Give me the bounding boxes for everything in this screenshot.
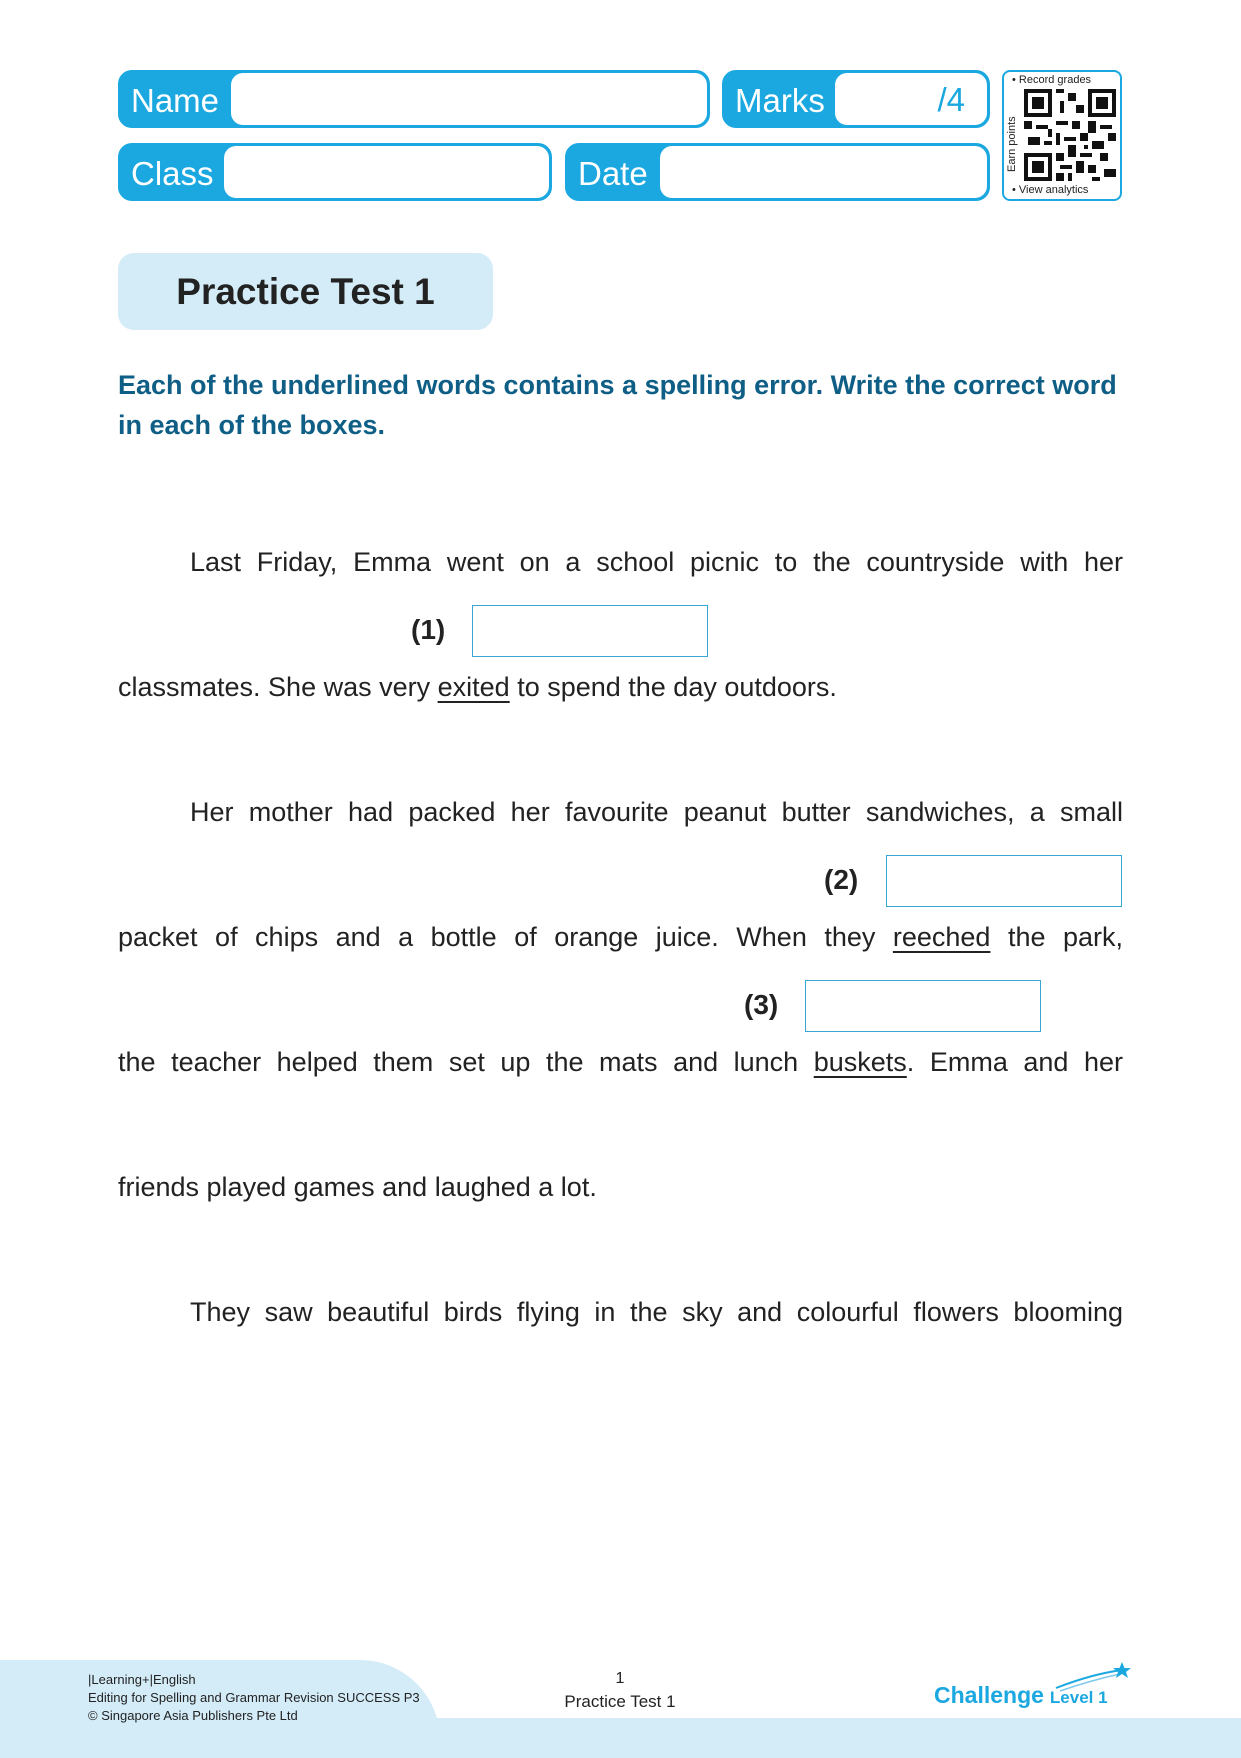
passage-line: Her mother had packed her favourite peanut butter sandwiches, a small [190, 797, 1123, 827]
marks-field [722, 70, 990, 128]
name-field [118, 70, 710, 128]
passage-line: classmates. She was very exited to spend the day outdoors. [118, 672, 837, 702]
answer-box-1[interactable] [472, 605, 708, 657]
passage-line: friends played games and laughed a lot. [118, 1172, 597, 1202]
passage-line: the teacher helped them set up the mats and lunch buskets. Emma and her [118, 1047, 1123, 1077]
instruction-text: Each of the underlined words contains a spelling error. Write the correct word in each of the boxes. [118, 370, 1117, 440]
brand-name: Challenge [934, 1682, 1044, 1708]
qr-side-caption: Earn points [1006, 116, 1018, 172]
name-label: Name [131, 82, 220, 119]
date-input-box[interactable] [660, 146, 987, 198]
question-2-label: (2) [824, 864, 859, 895]
page-title: Practice Test 1 [118, 253, 493, 330]
qr-code-icon [1024, 89, 1116, 181]
answer-box-2[interactable] [886, 855, 1122, 907]
error-word-2: reeched [892, 922, 991, 952]
marks-total: /4 [937, 81, 965, 118]
qr-top-caption: • Record grades [1012, 74, 1092, 86]
page-number: 1 [615, 1670, 625, 1687]
class-field [118, 143, 552, 201]
date-field [565, 143, 990, 201]
passage-line: They saw beautiful birds flying in the sky and colourful flowers blooming [190, 1297, 1123, 1327]
passage-line: packet of chips and a bottle of orange juice. When they reeched the park, [118, 922, 1124, 952]
star-swoosh-icon [1052, 1660, 1132, 1694]
qr-bottom-caption: • View analytics [1012, 184, 1089, 196]
answer-box-3[interactable] [805, 980, 1041, 1032]
question-1-label: (1) [411, 614, 446, 645]
marks-input-box[interactable] [835, 73, 987, 125]
brand-level: Level 1 [1049, 1688, 1108, 1707]
class-label: Class [131, 155, 214, 192]
footer-credit: |Learning+|English Editing for Spelling and Grammar Revision SUCCESS P3 © Singapore Asia Publishers Pte Ltd [88, 1672, 420, 1723]
qr-code-panel[interactable] [1002, 70, 1122, 201]
brand-logo [934, 1682, 1108, 1709]
class-input-box[interactable] [224, 146, 549, 198]
question-3-label: (3) [744, 989, 779, 1020]
error-word-3: buskets [813, 1047, 907, 1077]
marks-label: Marks [735, 82, 825, 119]
page-label: Practice Test 1 [564, 1692, 676, 1711]
date-label: Date [578, 155, 648, 192]
name-input-box[interactable] [231, 73, 707, 125]
passage-line: Last Friday, Emma went on a school picnic to the countryside with her [190, 547, 1123, 577]
error-word-1: exited [437, 672, 510, 702]
